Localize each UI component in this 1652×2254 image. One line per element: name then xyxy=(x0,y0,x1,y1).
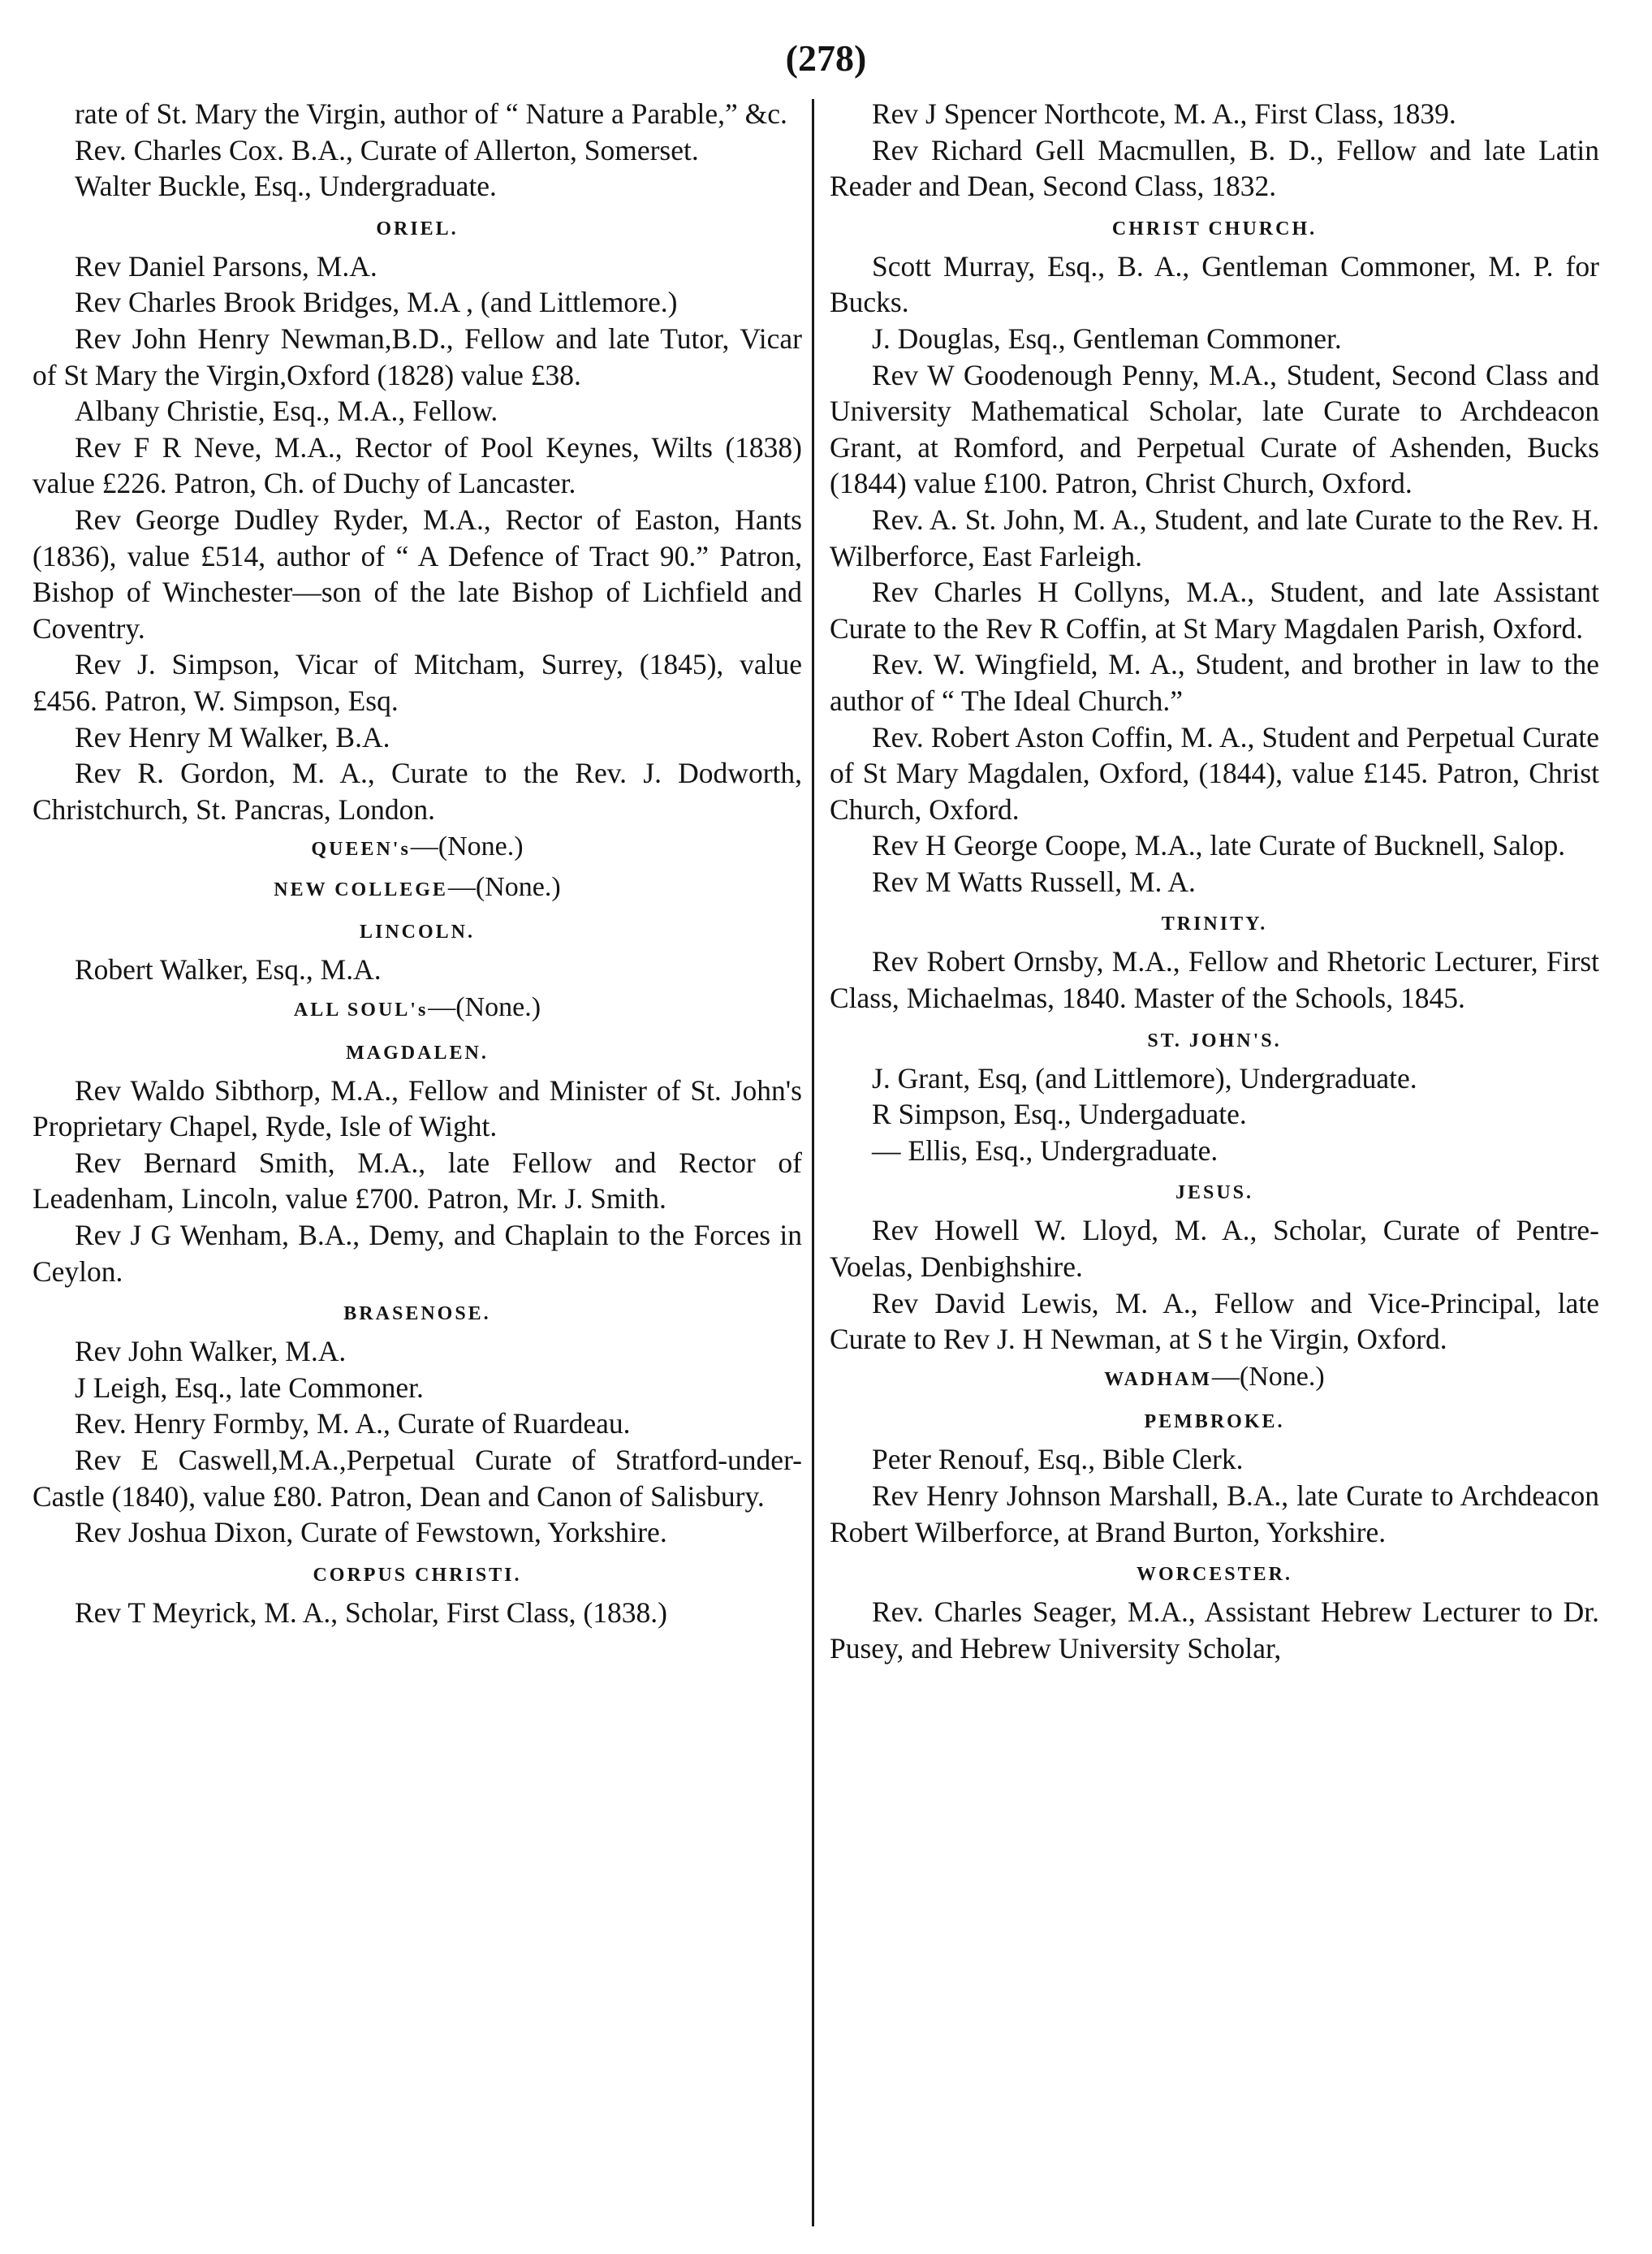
entry: Rev R. Gordon, M. A., Curate to the Rev. J. Dodworth, Christchurch, St. Pancras, London. xyxy=(32,757,802,826)
section-name: WADHAM xyxy=(1104,1368,1212,1390)
entry: Robert Walker, Esq., M.A. xyxy=(75,953,382,987)
entry: Rev J G Wenham, B.A., Demy, and Chaplain to the Forces in Ceylon. xyxy=(32,1219,802,1288)
entry: Rev W Goodenough Penny, M.A., Student, Second Class and University Mathematical Scholar, late Curate to Archdeacon Grant, at Romford, and Perpetual Curate of Ashenden, Bucks (1844) value £100. Patron, Christ Church, Oxford. xyxy=(830,358,1599,500)
entry: Rev. Robert Aston Coffin, M. A., Student and Perpetual Curate of St Mary Magdalen, Oxford, (1844), value £145. Patron, Christ Church, Oxford. xyxy=(830,720,1599,826)
entry: Rev Howell W. Lloyd, M. A., Scholar, Curate of Pentre-Voelas, Denbighshire. xyxy=(830,1214,1599,1284)
entry: Rev Charles H Collyns, M.A., Student, and late Assistant Curate to the Rev R Coffin, at St Mary Magdalen Parish, Oxford. xyxy=(830,576,1599,645)
entry: Rev George Dudley Ryder, M.A., Rector of Easton, Hants (1836), value £514, author of “ A Defence of Tract 90.” Patron, Bishop of Winchester—son of the late Bishop of Lichfield and Coventry. xyxy=(32,503,802,645)
entry: Rev J. Simpson, Vicar of Mitcham, Surrey, (1845), value £456. Patron, W. Simpson, Esq. xyxy=(32,648,802,717)
section-heading-all-souls xyxy=(32,990,802,1029)
section-heading-brasenose: BRASENOSE. xyxy=(343,1303,491,1325)
entry: Rev John Henry Newman,B.D., Fellow and late Tutor, Vicar of St Mary the Virgin,Oxford (1828) value £38. xyxy=(32,322,802,391)
entry: J Leigh, Esq., late Commoner. xyxy=(75,1371,424,1404)
section-heading-magdalen: MAGDALEN. xyxy=(346,1042,489,1064)
section-heading-st-johns: ST. JOHN'S. xyxy=(1147,1030,1282,1051)
entry: — Ellis, Esq., Undergraduate. xyxy=(872,1133,1219,1167)
section-heading-new-college xyxy=(32,870,802,909)
entry: Rev Bernard Smith, M.A., late Fellow and Rector of Leadenham, Lincoln, value £700. Patron, Mr. J. Smith. xyxy=(32,1146,802,1216)
entry: Rev Henry M Walker, B.A. xyxy=(75,720,390,753)
entry: Rev Daniel Parsons, M.A. xyxy=(75,249,377,283)
section-suffix: —(None.) xyxy=(410,831,524,862)
section-name: QUEEN's xyxy=(311,839,411,861)
entry: Peter Renouf, Esq., Bible Clerk. xyxy=(872,1443,1244,1476)
entry: Rev Richard Gell Macmullen, B. D., Fellow and late Latin Reader and Dean, Second Class, 1832. xyxy=(830,133,1599,203)
entry: Albany Christie, Esq., M.A., Fellow. xyxy=(75,395,498,428)
section-heading-worcester: WORCESTER. xyxy=(1136,1564,1293,1586)
section-heading-christ-church: CHRIST CHURCH. xyxy=(1111,218,1318,240)
entry: Rev Robert Ornsby, M.A., Fellow and Rhetoric Lecturer, First Class, Michaelmas, 1840. Master of the Schools, 1845. xyxy=(830,945,1599,1015)
entry: Walter Buckle, Esq., Undergraduate. xyxy=(75,170,497,203)
section-heading-lincoln: LINCOLN. xyxy=(359,922,476,943)
section-heading-wadham xyxy=(830,1359,1599,1398)
entry: Rev Henry Johnson Marshall, B.A., late Curate to Archdeacon Robert Wilberforce, at Brand Burton, Yorkshire. xyxy=(830,1479,1599,1548)
entry: Rev David Lewis, M. A., Fellow and Vice-Principal, late Curate to Rev J. H Newman, at S t he Virgin, Oxford. xyxy=(830,1286,1599,1356)
entry: R Simpson, Esq., Undergaduate. xyxy=(872,1098,1247,1131)
entry: Rev. Charles Seager, M.A., Assistant Hebrew Lecturer to Dr. Pusey, and Hebrew University Scholar, xyxy=(830,1596,1599,1665)
entry: Rev J Spencer Northcote, M. A., First Class, 1839. xyxy=(872,97,1456,130)
entry: Rev F R Neve, M.A., Rector of Pool Keynes, Wilts (1838) value £226. Patron, Ch. of Duchy of Lancaster. xyxy=(32,430,802,500)
entry: J. Douglas, Esq., Gentleman Commoner. xyxy=(872,322,1342,355)
entry: Rev. W. Wingfield, M. A., Student, and brother in law to the author of “ The Ideal Church.” xyxy=(830,648,1599,717)
entry: Rev Joshua Dixon, Curate of Fewstown, Yorkshire. xyxy=(75,1516,667,1549)
column-divider xyxy=(812,99,814,2226)
section-heading-oriel: ORIEL. xyxy=(376,218,459,240)
entry: Rev H George Coope, M.A., late Curate of Bucknell, Salop. xyxy=(872,829,1566,862)
left-column xyxy=(32,96,802,2239)
section-suffix: —(None.) xyxy=(447,871,561,902)
section-heading-jesus: JESUS. xyxy=(1175,1182,1254,1204)
entry: Rev. Charles Cox. B.A., Curate of Allerton, Somerset. xyxy=(75,133,699,166)
entry: Scott Murray, Esq., B. A., Gentleman Commoner, M. P. for Bucks. xyxy=(830,249,1599,319)
section-suffix: —(None.) xyxy=(428,992,541,1023)
entry: Rev T Meyrick, M. A., Scholar, First Class, (1838.) xyxy=(75,1596,667,1629)
section-name: NEW COLLEGE xyxy=(274,879,448,900)
entry: rate of St. Mary the Virgin, author of “ Nature a Parable,” &c. xyxy=(75,97,787,130)
right-column xyxy=(830,96,1599,2239)
section-name: ALL SOUL's xyxy=(293,1000,429,1021)
section-heading-trinity: TRINITY. xyxy=(1161,913,1268,935)
entry: Rev John Walker, M.A. xyxy=(75,1335,347,1368)
section-suffix: —(None.) xyxy=(1211,1361,1325,1392)
section-heading-pembroke: PEMBROKE. xyxy=(1144,1411,1285,1433)
section-heading-queens xyxy=(32,829,802,868)
entry: Rev. Henry Formby, M. A., Curate of Ruardeau. xyxy=(75,1407,631,1440)
section-heading-corpus-christi: CORPUS CHRISTI. xyxy=(313,1564,522,1586)
entry: Rev Waldo Sibthorp, M.A., Fellow and Minister of St. John's Proprietary Chapel, Ryde, Isle of Wight. xyxy=(32,1073,802,1143)
page-number: (278) xyxy=(785,37,867,79)
entry: Rev Charles Brook Bridges, M.A , (and Littlemore.) xyxy=(75,286,678,319)
entry: Rev E Caswell,M.A.,Perpetual Curate of Stratford-under-Castle (1840), value £80. Patron, Dean and Canon of Salisbury. xyxy=(32,1444,802,1513)
entry: Rev M Watts Russell, M. A. xyxy=(872,865,1196,898)
entry: Rev. A. St. John, M. A., Student, and late Curate to the Rev. H. Wilberforce, East Farleigh. xyxy=(830,503,1599,572)
entry: J. Grant, Esq, (and Littlemore), Undergraduate. xyxy=(872,1061,1417,1095)
